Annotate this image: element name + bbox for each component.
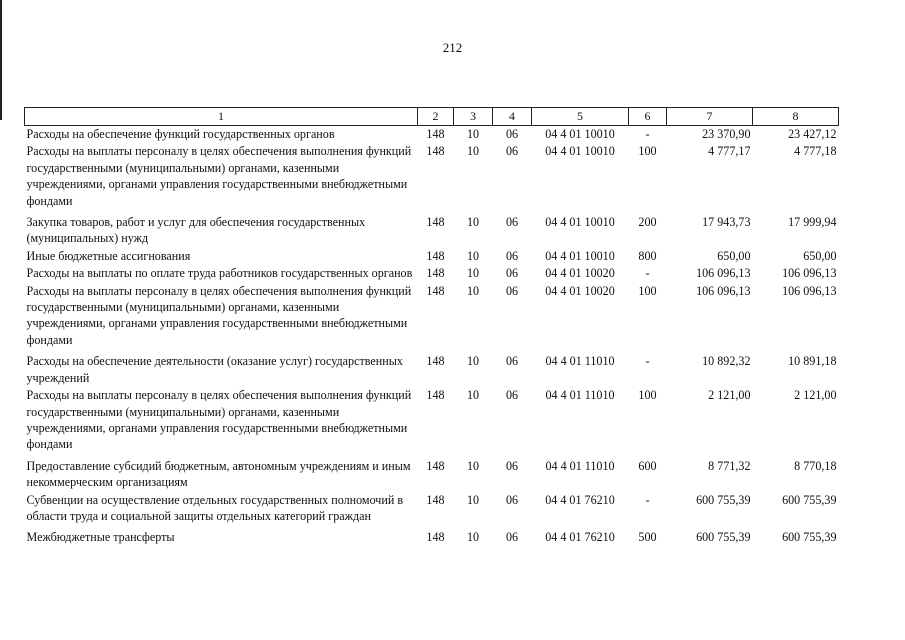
section-code: 10 (466, 492, 480, 507)
table-header-row (25, 108, 839, 126)
section-code: 10 (466, 388, 480, 403)
expense-name: Расходы на выплаты персоналу в целях обеспечения выполнения функций государственными (муниципальными) органами, казенными учреждениями, органами управления государственными внебюджетными фондами (26, 283, 412, 347)
column-header: 7 (667, 108, 753, 126)
subsection-code: 06 (505, 283, 519, 298)
ministry-code: 148 (426, 354, 445, 369)
amount-col7: 23 370,90 (702, 127, 751, 141)
section-code: 10 (466, 127, 480, 141)
amount-col7: 106 096,13 (696, 283, 751, 298)
section-code: 10 (466, 215, 480, 230)
table-row (25, 126, 839, 144)
expense-type-code: 100 (638, 388, 657, 403)
amount-col7: 4 777,17 (708, 144, 751, 159)
expense-name: Межбюджетные трансферты (26, 530, 175, 545)
column-header: 6 (629, 108, 667, 126)
column-header: 1 (25, 108, 418, 126)
expense-name: Иные бюджетные ассигнования (26, 248, 191, 263)
ministry-code: 148 (426, 458, 445, 473)
amount-col8: 650,00 (803, 248, 837, 263)
table-row (25, 283, 839, 350)
column-header: 8 (753, 108, 839, 126)
target-article-code: 04 4 01 10020 (545, 266, 615, 281)
expense-type-code: - (645, 127, 650, 141)
amount-col7: 10 892,32 (702, 354, 751, 369)
ministry-code: 148 (426, 144, 445, 159)
section-code: 10 (466, 283, 480, 298)
page-number: 212 (442, 40, 463, 55)
expense-type-code: 600 (638, 458, 657, 473)
amount-col8: 23 427,12 (788, 127, 837, 141)
expense-type-code: 100 (638, 283, 657, 298)
subsection-code: 06 (505, 144, 519, 159)
ministry-code: 148 (426, 283, 445, 298)
amount-col8: 600 755,39 (782, 492, 837, 507)
target-article-code: 04 4 01 11010 (545, 388, 615, 403)
subsection-code: 06 (505, 127, 519, 141)
ministry-code: 148 (426, 266, 445, 281)
target-article-code: 04 4 01 10020 (545, 283, 615, 298)
ministry-code: 148 (426, 492, 445, 507)
table-row (25, 529, 839, 546)
target-article-code: 04 4 01 76210 (545, 530, 615, 545)
amount-col7: 600 755,39 (696, 492, 751, 507)
section-code: 10 (466, 144, 480, 159)
target-article-code: 04 4 01 76210 (545, 492, 615, 507)
amount-col8: 4 777,18 (794, 144, 837, 159)
table-row (25, 248, 839, 265)
table-row (25, 353, 839, 387)
section-code: 10 (466, 354, 480, 369)
amount-col8: 10 891,18 (788, 354, 837, 369)
amount-col8: 106 096,13 (782, 283, 837, 298)
column-header: 2 (418, 108, 454, 126)
amount-col7: 8 771,32 (708, 458, 751, 473)
subsection-code: 06 (505, 266, 519, 281)
ministry-code: 148 (426, 248, 445, 263)
page-edge-line (0, 0, 2, 120)
target-article-code: 04 4 01 10010 (545, 127, 615, 141)
subsection-code: 06 (505, 492, 519, 507)
column-header: 4 (493, 108, 532, 126)
section-code: 10 (466, 530, 480, 545)
target-article-code: 04 4 01 11010 (545, 354, 615, 369)
expense-type-code: - (645, 492, 650, 507)
ministry-code: 148 (426, 215, 445, 230)
amount-col8: 2 121,00 (794, 388, 837, 403)
expense-name: Субвенции на осуществление отдельных государственных полномочий в области труда и социальной защиты отдельных категорий граждан (26, 492, 404, 523)
section-code: 10 (466, 266, 480, 281)
subsection-code: 06 (505, 248, 519, 263)
expense-type-code: 500 (638, 530, 657, 545)
expense-name: Расходы на выплаты по оплате труда работников государственных органов (26, 266, 413, 281)
expense-name: Расходы на выплаты персоналу в целях обеспечения выполнения функций государственными (муниципальными) органами, казенными учреждениями, органами управления государственными внебюджетными фондами (26, 388, 412, 452)
ministry-code: 148 (426, 388, 445, 403)
amount-col7: 2 121,00 (708, 388, 751, 403)
subsection-code: 06 (505, 530, 519, 545)
expense-type-code: 800 (638, 248, 657, 263)
column-header: 5 (532, 108, 629, 126)
amount-col8: 8 770,18 (794, 458, 837, 473)
expense-type-code: - (645, 266, 650, 281)
amount-col7: 600 755,39 (696, 530, 751, 545)
ministry-code: 148 (426, 530, 445, 545)
subsection-code: 06 (505, 388, 519, 403)
expense-name: Закупка товаров, работ и услуг для обеспечения государственных (муниципальных) нужд (26, 215, 366, 246)
table-row (25, 387, 839, 454)
subsection-code: 06 (505, 458, 519, 473)
expense-name: Расходы на обеспечение деятельности (оказание услуг) государственных учреждений (26, 354, 403, 385)
expense-name: Расходы на выплаты персоналу в целях обеспечения выполнения функций государственными (муниципальными) органами, казенными учреждениями, органами управления государственными внебюджетными фондами (26, 144, 412, 208)
expense-type-code: 100 (638, 144, 657, 159)
table-row (25, 265, 839, 282)
ministry-code: 148 (426, 127, 445, 141)
amount-col7: 17 943,73 (702, 215, 751, 230)
expense-type-code: 200 (638, 215, 657, 230)
expense-type-code: - (645, 354, 650, 369)
target-article-code: 04 4 01 10010 (545, 215, 615, 230)
expense-name: Предоставление субсидий бюджетным, автономным учреждениям и иным некоммерческим организациям (26, 458, 411, 490)
amount-col7: 650,00 (717, 248, 751, 263)
table-row (25, 492, 839, 526)
target-article-code: 04 4 01 10010 (545, 248, 615, 263)
subsection-code: 06 (505, 215, 519, 230)
budget-table (24, 107, 839, 547)
column-header: 3 (454, 108, 493, 126)
table-row (25, 214, 839, 248)
expense-name: Расходы на обеспечение функций государственных органов (26, 127, 335, 141)
table-row (25, 143, 839, 210)
section-code: 10 (466, 248, 480, 263)
table-row (25, 458, 839, 492)
amount-col8: 106 096,13 (782, 266, 837, 281)
section-code: 10 (466, 458, 480, 473)
target-article-code: 04 4 01 11010 (545, 458, 615, 473)
target-article-code: 04 4 01 10010 (545, 144, 615, 159)
subsection-code: 06 (505, 354, 519, 369)
amount-col7: 106 096,13 (696, 266, 751, 281)
amount-col8: 17 999,94 (788, 215, 837, 230)
amount-col8: 600 755,39 (782, 530, 837, 545)
